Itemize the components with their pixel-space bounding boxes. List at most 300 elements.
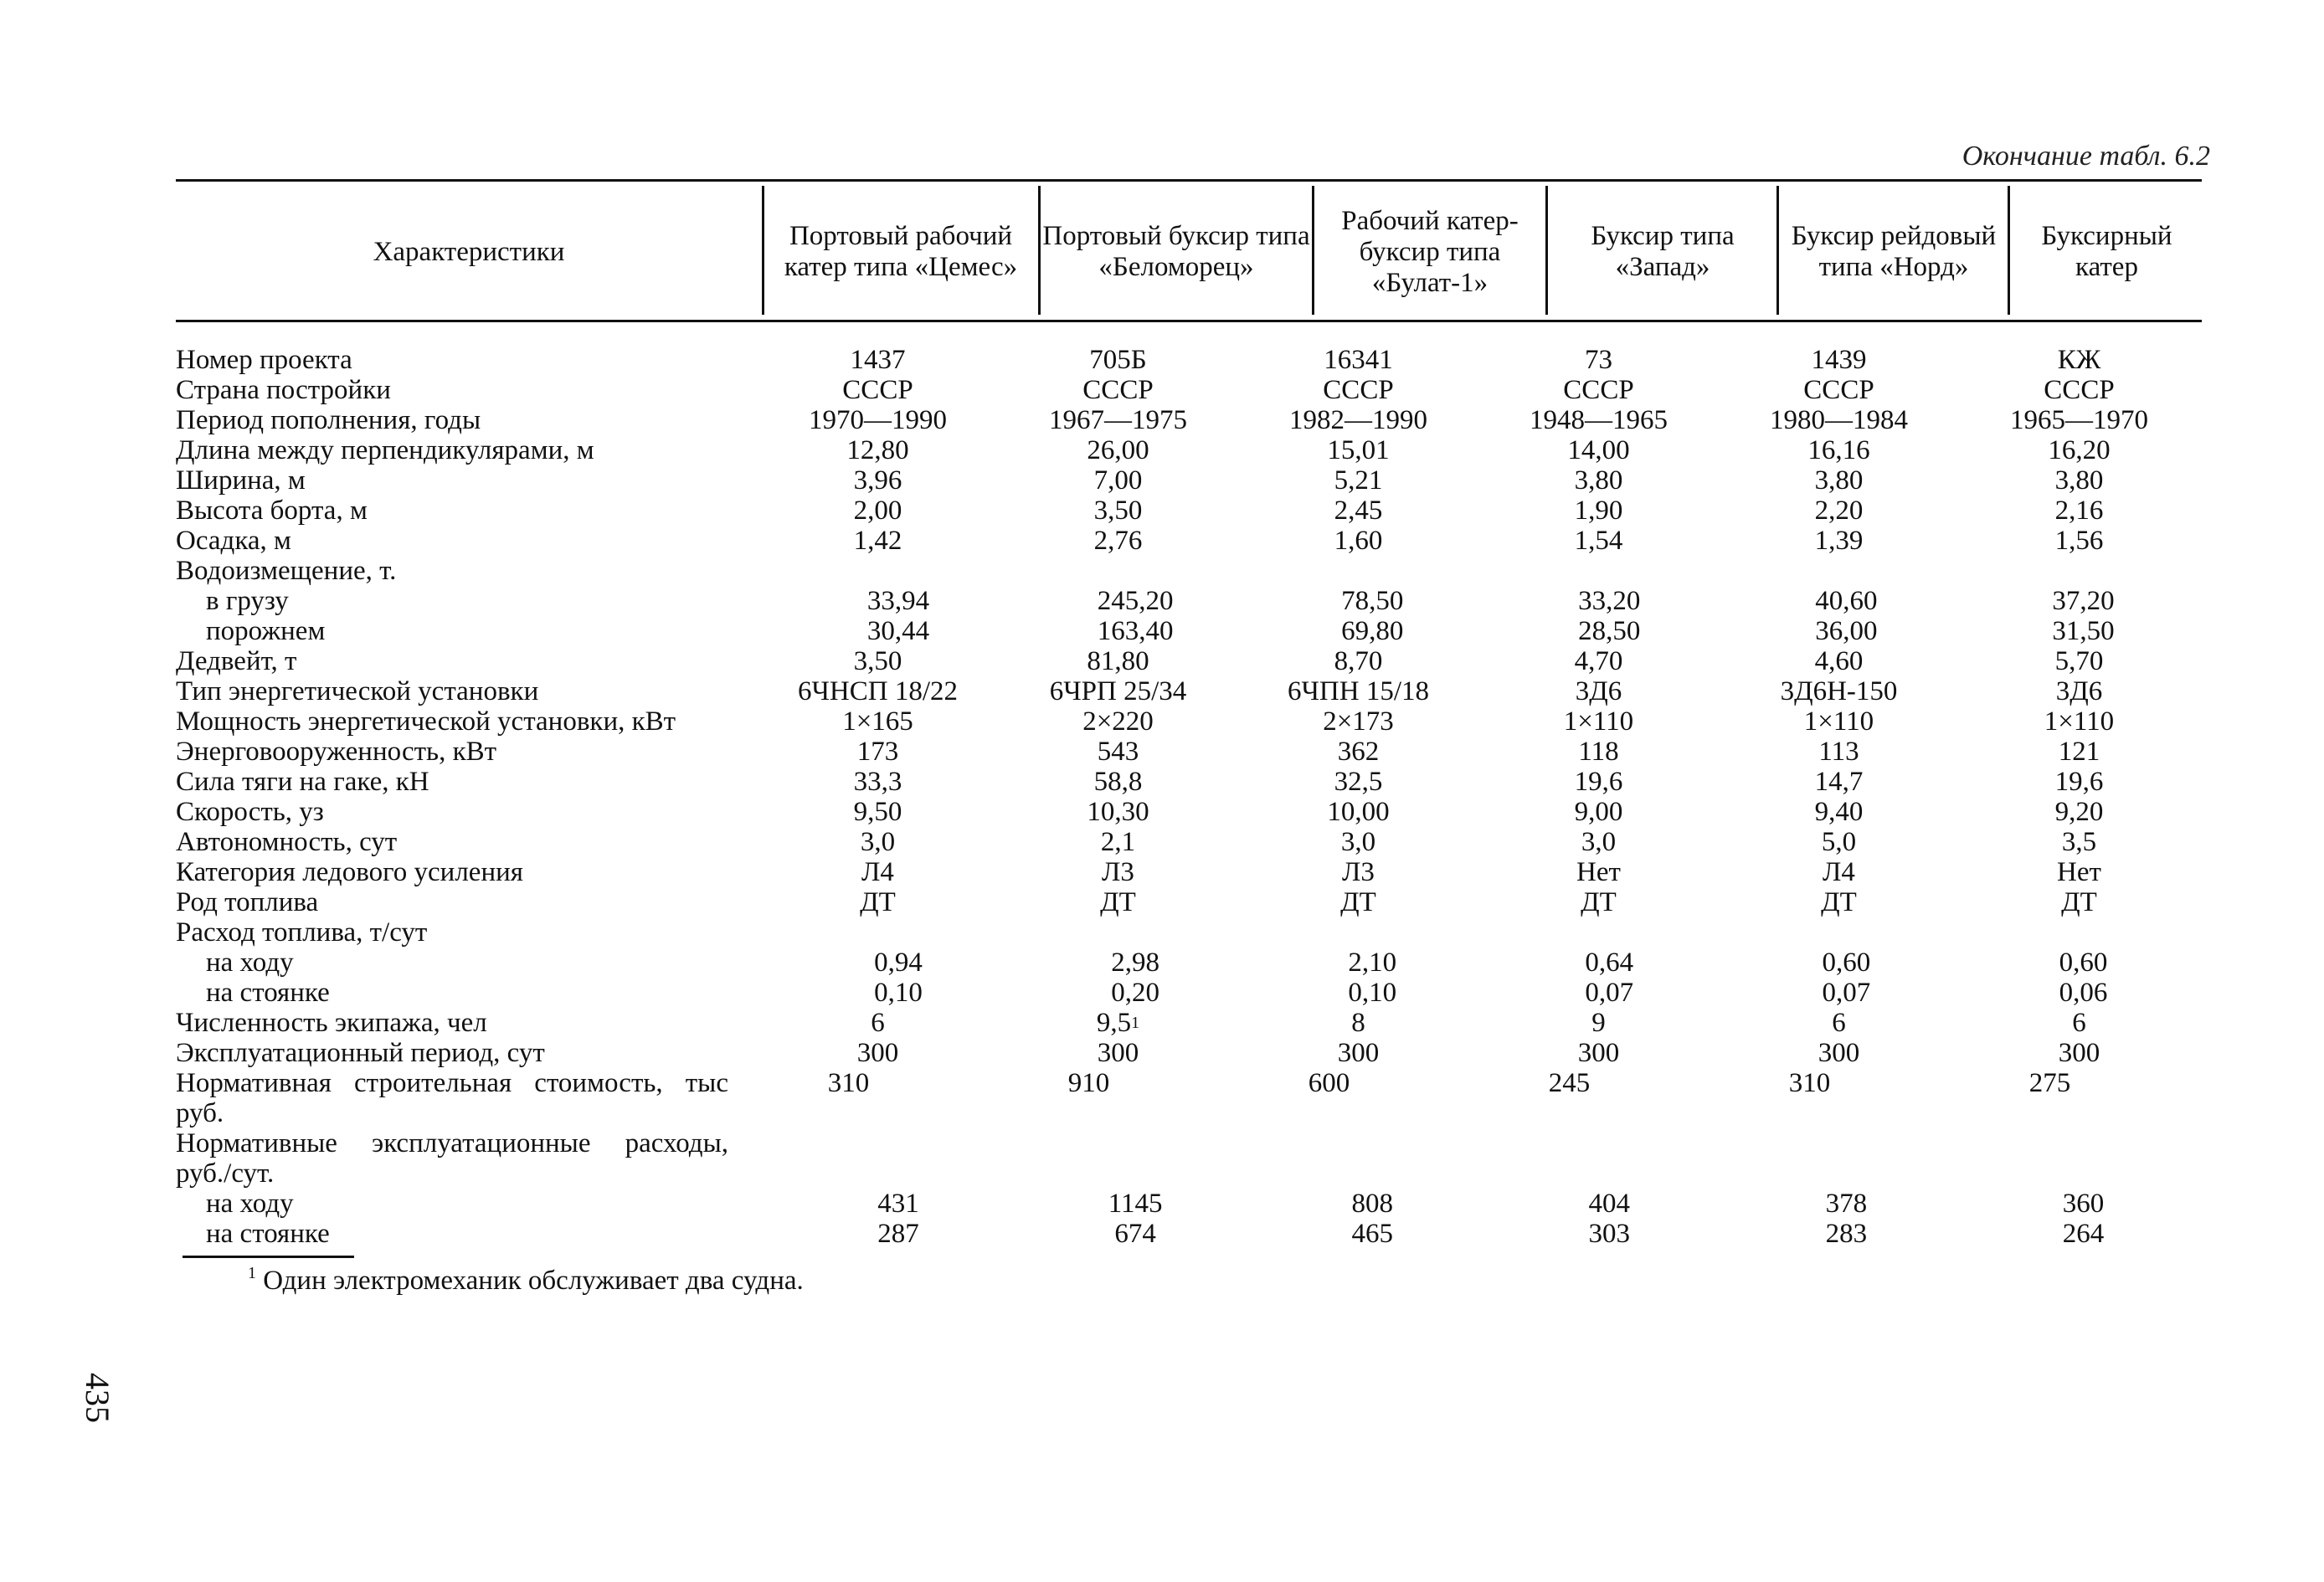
cell-value: 81,80 [1087,646,1149,676]
cell-value: 300 [1577,1038,1620,1068]
row-label: Страна постройки [176,375,391,405]
cell-value: 10,30 [1087,797,1149,827]
row-label: Осадка, м [176,526,291,556]
cell-value: 2,45 [1334,496,1383,526]
row-value [1930,1068,2170,1128]
header-towing-boat: Буксирный катер [2041,221,2172,282]
cell-value: 300 [2058,1038,2100,1068]
row-value [1478,345,1719,375]
cell-value: Л3 [1102,857,1134,887]
row-value [1728,1189,1965,1219]
cell-value: 9,00 [1574,797,1623,827]
row-value [1728,586,1965,616]
row-value [1238,556,1478,586]
row-value [1959,706,2199,737]
cell-value: 808 [1351,1189,1393,1219]
cell-value: КЖ [2057,345,2101,375]
cell-value: 9 [1591,1008,1606,1038]
row-value [1719,887,1959,917]
header-divider [762,186,764,315]
cell-value: 674 [1114,1219,1156,1249]
row-value [1209,1068,1449,1128]
cell-value: 1439 [1811,345,1867,375]
cell-value: Л3 [1342,857,1375,887]
cell-value: 245,20 [1097,586,1174,616]
row-value [969,1128,1209,1189]
row-value [998,345,1238,375]
row-value [998,1008,1238,1038]
cell-value: 3,0 [860,827,896,857]
row-value [998,465,1238,496]
table-row [176,496,2202,526]
table-body [176,345,2202,1249]
cell-value: ДТ [1100,887,1136,917]
row-value [1719,1038,1959,1068]
cell-value: 3,96 [853,465,902,496]
row-value [758,706,998,737]
row-value [1965,616,2202,646]
header-bulat: Рабочий катер-буксир типа «Булат-1» [1341,205,1519,298]
cell-value: 30,44 [866,616,930,646]
table-row [176,1128,2202,1189]
row-value [998,496,1238,526]
row-value [758,526,998,556]
table-row [176,737,2202,767]
header-zapad: Буксир типа «Запад» [1591,221,1735,282]
row-label: Нормативные эксплуатационные расходы, руб./сут. [176,1128,728,1189]
row-value [1238,405,1478,435]
row-value [1728,1219,1965,1249]
cell-value: 19,6 [1574,767,1623,797]
row-value [758,375,998,405]
cell-value: 10,00 [1327,797,1390,827]
cell-value: 19,6 [2054,767,2104,797]
row-value [1959,1008,2199,1038]
header-divider [1776,186,1779,315]
cell-value: 16341 [1324,345,1393,375]
cell-value: СССР [2044,375,2115,405]
row-value [1491,1219,1728,1249]
row-value [1238,435,1478,465]
table-row [176,978,2202,1008]
cell-value: 0,07 [1585,978,1634,1008]
cell-value: 543 [1097,737,1139,767]
row-value [758,496,998,526]
row-value [998,737,1238,767]
cell-value: 3,80 [1814,465,1864,496]
cell-value: 1948—1965 [1530,405,1668,435]
row-label: Скорость, уз [176,797,324,827]
row-value [1959,465,2199,496]
row-label: Род топлива [176,887,319,917]
row-value [1719,646,1959,676]
header-characteristics: Характеристики [373,236,565,267]
table-row [176,797,2202,827]
row-value [1959,857,2199,887]
row-value [758,676,998,706]
cell-value: Л4 [861,857,894,887]
cell-value: 2×220 [1082,706,1154,737]
row-value [1238,887,1478,917]
row-value [1959,405,2199,435]
row-value [1017,586,1254,616]
row-value [1689,1128,1930,1189]
cell-value: 600 [1308,1068,1350,1098]
cell-value: СССР [1323,375,1394,405]
row-value [1719,767,1959,797]
row-value [1719,435,1959,465]
row-value [969,1068,1209,1128]
row-value [1478,1008,1719,1038]
table-row [176,435,2202,465]
table-row [176,887,2202,917]
row-label: Автономность, сут [176,827,398,857]
cell-value: 7,00 [1093,465,1143,496]
row-label: Категория ледового усиления [176,857,523,887]
cell-value: 12,80 [846,435,909,465]
cell-value: СССР [1082,375,1154,405]
row-value [1478,556,1719,586]
table-row [176,586,2202,616]
row-value [1209,1128,1449,1189]
cell-value: 3,50 [1093,496,1143,526]
cell-value: 113 [1818,737,1859,767]
row-value [1689,1068,1930,1128]
cell-value: ДТ [860,887,896,917]
row-value [1017,1219,1254,1249]
cell-value: 3Д6Н-150 [1780,676,1898,706]
cell-value: 118 [1578,737,1619,767]
table-row [176,616,2202,646]
cell-value: 78,50 [1341,586,1404,616]
row-value [1491,586,1728,616]
row-value [1959,435,2199,465]
row-value [728,1128,969,1189]
row-label: Мощность энергетической установки, кВт [176,706,676,737]
row-label: Энерговооруженность, кВт [176,737,497,767]
table-row [176,1189,2202,1219]
row-value [1478,737,1719,767]
cell-value: 2,1 [1100,827,1136,857]
row-label: Эксплуатационный период, сут [176,1038,545,1068]
row-value [1719,526,1959,556]
footnote-rule [183,1256,354,1258]
cell-value: 121 [2058,737,2100,767]
row-label: порожнем [206,616,326,646]
cell-value: 3,0 [1340,827,1376,857]
row-value [758,857,998,887]
cell-value: 16,20 [2048,435,2111,465]
row-value [1017,616,1254,646]
cell-value: 378 [1825,1189,1868,1219]
cell-value: 1967—1975 [1049,405,1187,435]
cell-value: 2,10 [1348,948,1397,978]
cell-value: 300 [1097,1038,1139,1068]
row-value [998,706,1238,737]
cell-value: 69,80 [1341,616,1404,646]
row-label: Нормативная строительная стоимость, тыс руб. [176,1068,728,1128]
table-row [176,827,2202,857]
footnote [248,1266,804,1297]
cell-value: 16,16 [1807,435,1870,465]
footnote-text: Один электромеханик обслуживает два судна. [263,1266,804,1296]
cell-value: 0,10 [1348,978,1397,1008]
row-label: на стоянке [206,978,330,1008]
row-value [1959,556,2199,586]
cell-value: Л4 [1823,857,1855,887]
row-value [1238,827,1478,857]
header-divider [1545,186,1548,315]
cell-value: 2,20 [1814,496,1864,526]
cell-value: 1,90 [1574,496,1623,526]
row-value [998,767,1238,797]
table-row [176,465,2202,496]
row-value [1959,767,2199,797]
cell-value: 1965—1970 [2010,405,2148,435]
row-value [780,978,1017,1008]
row-value [758,405,998,435]
cell-value: 465 [1351,1219,1393,1249]
footnote-ref: 1 [1131,1014,1140,1032]
row-value [758,887,998,917]
row-value [1930,1128,2170,1189]
cell-value: ДТ [1340,887,1376,917]
row-label: Период пополнения, годы [176,405,481,435]
row-value [1478,887,1719,917]
row-value [1017,1189,1254,1219]
header-tsemes: Портовый рабочий катер типа «Цемес» [784,221,1018,282]
table-row [176,676,2202,706]
row-value [758,556,998,586]
cell-value: 2,00 [853,496,902,526]
row-value [780,948,1017,978]
cell-value: 1970—1990 [809,405,947,435]
cell-value: 283 [1825,1219,1868,1249]
cell-value: СССР [1563,375,1634,405]
cell-value: 1,42 [853,526,902,556]
row-value [1959,676,2199,706]
row-label: Высота борта, м [176,496,368,526]
row-value [758,1038,998,1068]
cell-value: 2,98 [1111,948,1159,978]
row-value [1449,1068,1689,1128]
row-value [1238,706,1478,737]
cell-value: 404 [1588,1189,1631,1219]
table-row [176,767,2202,797]
cell-value: 1,60 [1334,526,1383,556]
cell-value: 8,70 [1334,646,1383,676]
cell-value: 36,00 [1815,616,1878,646]
row-value [758,435,998,465]
cell-value: 310 [1788,1068,1831,1098]
row-value [998,1038,1238,1068]
table-row [176,375,2202,405]
row-value [1959,646,2199,676]
cell-value: 3,80 [1574,465,1623,496]
cell-value: 9,40 [1814,797,1864,827]
cell-value: 2×173 [1323,706,1394,737]
table-row [176,917,2202,948]
cell-value: 2,16 [2054,496,2104,526]
row-value [1238,1038,1478,1068]
cell-value: 33,94 [866,586,930,616]
row-label: на стоянке [206,1219,330,1249]
row-value [1959,917,2199,948]
table-row [176,526,2202,556]
cell-value: 910 [1067,1068,1110,1098]
row-value [1478,767,1719,797]
cell-value: 5,0 [1821,827,1857,857]
row-value [1478,827,1719,857]
cell-value: 1×165 [842,706,913,737]
row-value [780,1219,1017,1249]
row-label: Длина между перпендикулярами, м [176,435,594,465]
cell-value: 9,50 [853,797,902,827]
cell-value: 8 [1351,1008,1365,1038]
cell-value: 28,50 [1578,616,1641,646]
page-number: 435 [79,1373,116,1423]
cell-value: 4,70 [1574,646,1623,676]
cell-value: 6 [1832,1008,1846,1038]
cell-value: 0,60 [2059,948,2108,978]
cell-value: 163,40 [1097,616,1174,646]
cell-value: 2,76 [1093,526,1143,556]
header-divider [1312,186,1314,315]
row-value [1254,586,1491,616]
cell-value: 5,21 [1334,465,1383,496]
cell-value: 3,50 [853,646,902,676]
cell-value: 0,64 [1585,948,1634,978]
row-value [1478,797,1719,827]
row-value [1254,1189,1491,1219]
row-value [1254,948,1491,978]
row-value [998,887,1238,917]
cell-value: 31,50 [2052,616,2115,646]
row-label: Тип энергетической установки [176,676,539,706]
table-row [176,948,2202,978]
row-value [758,767,998,797]
cell-value: 431 [877,1189,919,1219]
row-value [1254,1219,1491,1249]
cell-value: 303 [1588,1219,1631,1249]
table-row [176,405,2202,435]
row-value [758,465,998,496]
row-value [1238,375,1478,405]
cell-value: 6 [871,1008,885,1038]
cell-value: 6ЧПН 15/18 [1287,676,1430,706]
row-value [1238,465,1478,496]
cell-value: 4,60 [1814,646,1864,676]
row-value [1478,917,1719,948]
footnote-mark: 1 [248,1264,256,1282]
row-value [1238,767,1478,797]
cell-value: ДТ [1821,887,1857,917]
table-row [176,556,2202,586]
row-value [1017,948,1254,978]
row-value [1491,948,1728,978]
row-value [1719,827,1959,857]
row-value [1959,375,2199,405]
row-label: Водоизмещение, т. [176,556,397,586]
row-value [1965,978,2202,1008]
cell-value: 9,20 [2054,797,2104,827]
row-value [1449,1128,1689,1189]
row-value [998,375,1238,405]
cell-value: 1×110 [1563,706,1634,737]
cell-value: 3,80 [2054,465,2104,496]
row-value [1238,496,1478,526]
row-value [1719,737,1959,767]
table-row [176,1008,2202,1038]
table-row [176,857,2202,887]
row-value [1238,797,1478,827]
table-row [176,1068,2202,1128]
row-value [1017,978,1254,1008]
row-value [758,737,998,767]
row-label: на ходу [206,948,294,978]
cell-value: 3Д6 [1575,676,1622,706]
table-row [176,1038,2202,1068]
cell-value: СССР [1803,375,1874,405]
row-value [1478,706,1719,737]
row-value [1238,1008,1478,1038]
row-value [1728,616,1965,646]
table-top-rule [176,179,2202,182]
row-label: Ширина, м [176,465,306,496]
cell-value: 15,01 [1327,435,1390,465]
cell-value: 6ЧНСП 18/22 [797,676,959,706]
row-label: Численность экипажа, чел [176,1008,487,1038]
table-row [176,706,2202,737]
row-value [758,1008,998,1038]
row-value [780,1189,1017,1219]
cell-value: 1,56 [2054,526,2104,556]
row-value [758,917,998,948]
cell-value: 6ЧРП 25/34 [1049,676,1187,706]
row-value [1478,435,1719,465]
cell-value: 1,54 [1574,526,1623,556]
cell-value: 360 [2062,1189,2105,1219]
row-value [1719,405,1959,435]
cell-value: ДТ [1581,887,1617,917]
cell-value: 3,0 [1581,827,1617,857]
cell-value: 0,94 [874,948,923,978]
row-value [1719,857,1959,887]
cell-value: 300 [856,1038,899,1068]
cell-value: 1×110 [1803,706,1874,737]
row-value [1719,465,1959,496]
cell-value: 1145 [1108,1189,1163,1219]
cell-value: 0,06 [2059,978,2108,1008]
cell-value: 1980—1984 [1770,405,1908,435]
cell-value: 362 [1337,737,1380,767]
row-value [1965,1219,2202,1249]
row-value [998,405,1238,435]
cell-value: 0,10 [874,978,923,1008]
row-value [1254,616,1491,646]
cell-value: 1982—1990 [1289,405,1427,435]
cell-value: 33,3 [853,767,902,797]
cell-value: 300 [1337,1038,1380,1068]
row-value [998,857,1238,887]
cell-value: 26,00 [1087,435,1149,465]
row-value [1959,827,2199,857]
row-value [1965,948,2202,978]
row-value [758,797,998,827]
cell-value: 1437 [850,345,906,375]
row-value [728,1068,969,1128]
row-value [1238,526,1478,556]
